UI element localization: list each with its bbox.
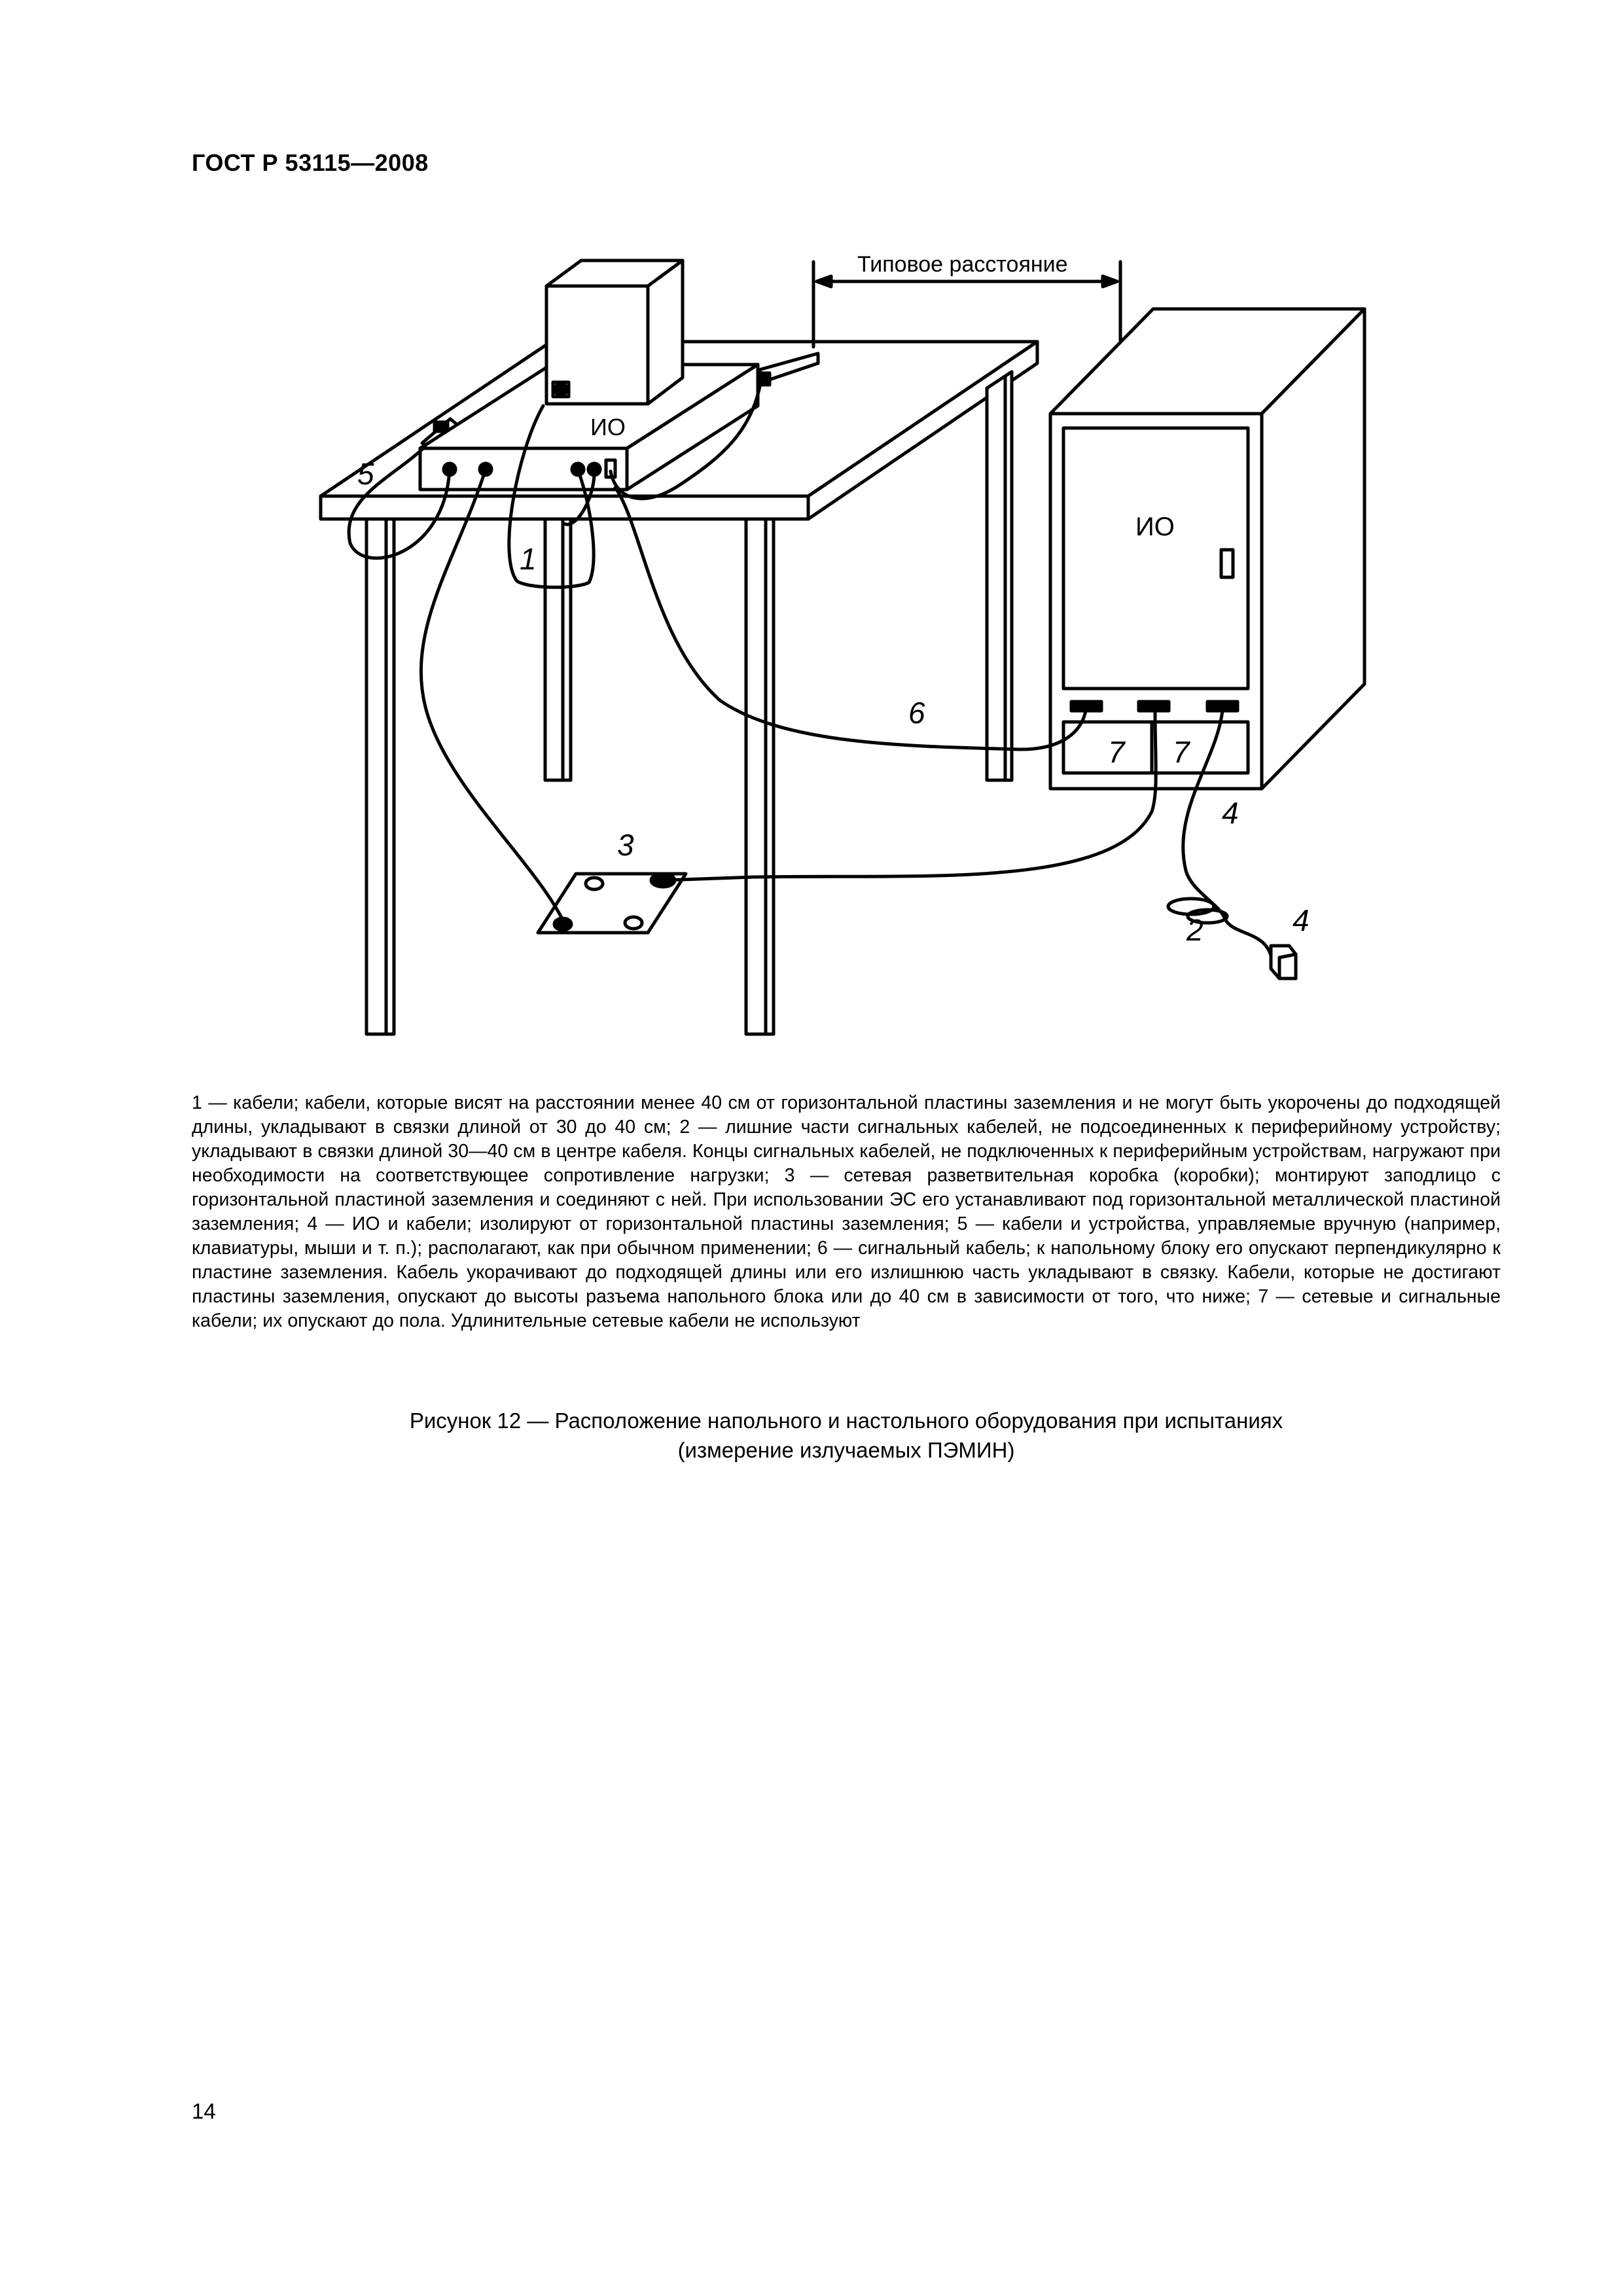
monitor-side <box>648 260 683 404</box>
page-number: 14 <box>192 2099 216 2123</box>
power-junction-box <box>538 874 686 933</box>
legend-text: 1 — кабели; кабели, которые висят на расстоянии менее 40 см от горизонтальной пластины заземления и не могут быть укорочены до подходящей длины, укладывают в связки длиной от 30 до 40 см; 2 — лишние части сигнальных кабелей, не подсоединенных к периферийному устройству; укладывают в связки длиной 30—40 см в центре кабеля. Концы сигнальных кабелей, не подключенных к периферийным устройствам, нагружают при необходимости на соответствующее сопротивление нагрузки; 3 — сетевая разветвительная коробка (коробки); монтируют заподлицо с горизонтальной пластиной заземления и соединяют с ней. При использовании ЭС его устанавливают под горизонтальной металлической пластиной заземления; 4 — ИО и кабели; изолируют от горизонтальной пластины заземления; 5 — кабели и устройства, управляемые вручную (например, клавиатуры, мыши и т. п.); располагают, как при обычном применении; 6 — сигнальный кабель; к напольному блоку его опускают перпендикулярно к пластине заземления. Кабель укорачивают до подходящей длины или его излишнюю часть укладывают в связку. Кабели, которые не достигают пластины заземления, опускают до высоты разъема напольного блока или до 40 см в зависимости от того, что ниже; 7 — сетевые и сигнальные кабели; их опускают до пола. Удлинительные сетевые кабели не используют <box>192 1092 1501 1331</box>
callout-7b: 7 <box>1173 735 1190 769</box>
caption-line-1: Рисунок 12 — Расположение напольного и настольного оборудования при испытаниях <box>409 1408 1283 1433</box>
callout-4b: 4 <box>1293 903 1310 937</box>
callout-7a: 7 <box>1108 735 1125 769</box>
figure-legend <box>192 1091 1501 1333</box>
test-setup-figure <box>0 0 1623 1080</box>
table-leg <box>545 519 571 780</box>
floor-device <box>1271 946 1296 978</box>
table-leg <box>987 372 1012 780</box>
table-leg <box>366 519 394 1034</box>
callout-3: 3 <box>617 828 634 862</box>
eut-table-label: ИО <box>590 414 626 440</box>
callout-4a: 4 <box>1222 796 1239 830</box>
figure-caption <box>192 1406 1501 1465</box>
callout-6: 6 <box>908 696 925 730</box>
document-header: ГОСТ Р 53115—2008 <box>192 149 429 176</box>
caption-line-2: (измерение излучаемых ПЭМИН) <box>677 1438 1015 1462</box>
typical-distance-label: Типовое расстояние <box>857 252 1068 277</box>
table-leg <box>746 519 774 1034</box>
callout-1: 1 <box>520 542 537 576</box>
floor-eut <box>1050 309 1364 789</box>
table-front-edge <box>321 496 808 519</box>
callout-2: 2 <box>1186 913 1204 947</box>
callout-5: 5 <box>357 457 374 491</box>
eut-floor-label: ИО <box>1135 512 1175 541</box>
cabinet-handle <box>1221 550 1233 577</box>
